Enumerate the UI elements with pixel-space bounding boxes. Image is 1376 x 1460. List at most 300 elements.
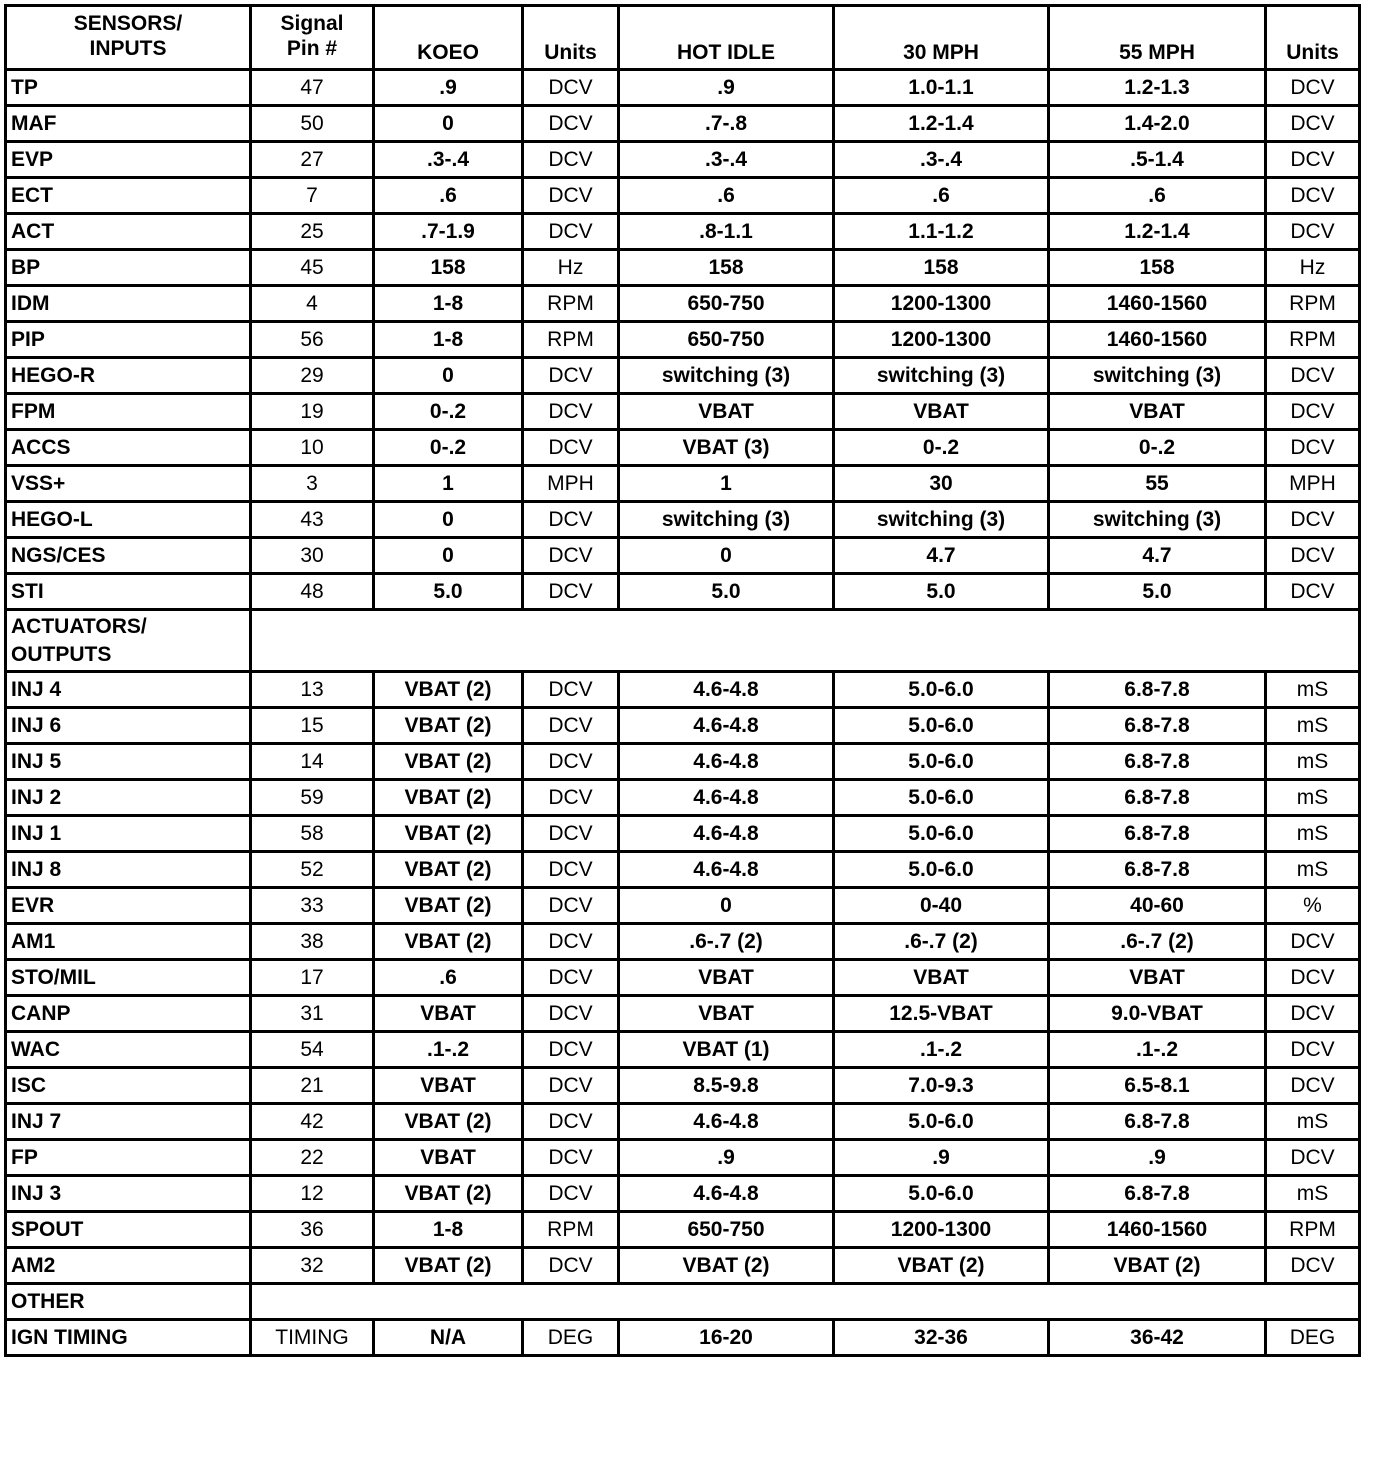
table-row — [6, 1104, 1360, 1140]
hot-idle-value: .6 — [619, 178, 834, 214]
signal-pin: 21 — [251, 1068, 374, 1104]
signal-name: AM1 — [6, 924, 251, 960]
header-sensors-line1: SENSORS/ — [73, 12, 183, 35]
mph30-value: 1200-1300 — [834, 322, 1049, 358]
koeo-unit: DCV — [523, 708, 619, 744]
table-row — [6, 852, 1360, 888]
koeo-value: VBAT — [374, 996, 523, 1032]
koeo-unit: DCV — [523, 780, 619, 816]
mph30-value: 4.7 — [834, 538, 1049, 574]
koeo-value: .3-.4 — [374, 142, 523, 178]
mph30-value: .6-.7 (2) — [834, 924, 1049, 960]
mph30-value: 1200-1300 — [834, 1212, 1049, 1248]
koeo-value: 1-8 — [374, 1212, 523, 1248]
signal-name: INJ 2 — [6, 780, 251, 816]
table-row — [6, 322, 1360, 358]
koeo-value: .1-.2 — [374, 1032, 523, 1068]
koeo-unit: DCV — [523, 852, 619, 888]
hot-idle-value: 16-20 — [619, 1320, 834, 1356]
signal-name: ACT — [6, 214, 251, 250]
speed-unit: DCV — [1266, 106, 1360, 142]
speed-unit: % — [1266, 888, 1360, 924]
mph30-value: VBAT — [834, 960, 1049, 996]
speed-unit: DCV — [1266, 502, 1360, 538]
signal-pin: 7 — [251, 178, 374, 214]
koeo-unit: DCV — [523, 574, 619, 610]
speed-unit: mS — [1266, 1176, 1360, 1212]
header-sensors-line2: INPUTS — [89, 37, 167, 60]
table-row — [6, 816, 1360, 852]
signal-pin: 4 — [251, 286, 374, 322]
koeo-unit: DCV — [523, 1068, 619, 1104]
koeo-unit: DCV — [523, 1032, 619, 1068]
hot-idle-value: .9 — [619, 70, 834, 106]
speed-unit: DCV — [1266, 430, 1360, 466]
mph55-value: 55 — [1049, 466, 1266, 502]
koeo-unit: DCV — [523, 502, 619, 538]
signal-pin: 22 — [251, 1140, 374, 1176]
signal-pin: 42 — [251, 1104, 374, 1140]
signal-name: CANP — [6, 996, 251, 1032]
mph30-value: 1.1-1.2 — [834, 214, 1049, 250]
mph55-value: 1460-1560 — [1049, 286, 1266, 322]
mph55-value: 0-.2 — [1049, 430, 1266, 466]
signal-pin: 30 — [251, 538, 374, 574]
koeo-unit: DCV — [523, 1176, 619, 1212]
mph30-value: 7.0-9.3 — [834, 1068, 1049, 1104]
table-row — [6, 466, 1360, 502]
speed-unit: DCV — [1266, 178, 1360, 214]
mph30-value: 5.0-6.0 — [834, 780, 1049, 816]
signal-pin: 13 — [251, 672, 374, 708]
table-row — [6, 1212, 1360, 1248]
mph55-value: 1.2-1.3 — [1049, 70, 1266, 106]
table-row — [6, 430, 1360, 466]
hot-idle-value: switching (3) — [619, 502, 834, 538]
signal-name: STI — [6, 574, 251, 610]
hot-idle-value: VBAT (3) — [619, 430, 834, 466]
koeo-value: 5.0 — [374, 574, 523, 610]
hot-idle-value: 0 — [619, 538, 834, 574]
koeo-value: VBAT (2) — [374, 852, 523, 888]
hot-idle-value: 4.6-4.8 — [619, 1176, 834, 1212]
mph55-value: 9.0-VBAT — [1049, 996, 1266, 1032]
actuators-section-line2: OUTPUTS — [11, 642, 112, 666]
mph30-value: 0-40 — [834, 888, 1049, 924]
hot-idle-value: 4.6-4.8 — [619, 744, 834, 780]
speed-unit: Hz — [1266, 250, 1360, 286]
signal-name: EVR — [6, 888, 251, 924]
signal-pin: 32 — [251, 1248, 374, 1284]
koeo-value: VBAT — [374, 1068, 523, 1104]
mph55-value: 4.7 — [1049, 538, 1266, 574]
signal-pin: 50 — [251, 106, 374, 142]
table-row — [6, 744, 1360, 780]
signal-name: INJ 1 — [6, 816, 251, 852]
signal-name: INJ 7 — [6, 1104, 251, 1140]
table-row — [6, 394, 1360, 430]
mph55-value: .6 — [1049, 178, 1266, 214]
signal-pin: 15 — [251, 708, 374, 744]
speed-unit: DCV — [1266, 394, 1360, 430]
mph30-value: VBAT — [834, 394, 1049, 430]
other-section-row — [6, 1284, 1360, 1320]
mph55-value: 1460-1560 — [1049, 322, 1266, 358]
speed-unit: RPM — [1266, 1212, 1360, 1248]
signal-name: EVP — [6, 142, 251, 178]
mph55-value: 6.8-7.8 — [1049, 852, 1266, 888]
header-koeo: KOEO — [374, 6, 523, 70]
signal-pin: 31 — [251, 996, 374, 1032]
koeo-value: 1-8 — [374, 322, 523, 358]
header-row — [6, 6, 1360, 70]
hot-idle-value: 650-750 — [619, 322, 834, 358]
mph55-value: 40-60 — [1049, 888, 1266, 924]
hot-idle-value: .9 — [619, 1140, 834, 1176]
koeo-value: VBAT (2) — [374, 888, 523, 924]
speed-unit: DCV — [1266, 1032, 1360, 1068]
speed-unit: mS — [1266, 744, 1360, 780]
mph55-value: 6.8-7.8 — [1049, 816, 1266, 852]
table-row — [6, 502, 1360, 538]
signal-name: HEGO-L — [6, 502, 251, 538]
table-row — [6, 142, 1360, 178]
mph55-value: 6.8-7.8 — [1049, 1176, 1266, 1212]
hot-idle-value: 4.6-4.8 — [619, 780, 834, 816]
signal-name: SPOUT — [6, 1212, 251, 1248]
speed-unit: DCV — [1266, 1140, 1360, 1176]
signal-name: ISC — [6, 1068, 251, 1104]
hot-idle-value: VBAT — [619, 960, 834, 996]
koeo-unit: DEG — [523, 1320, 619, 1356]
mph30-value: switching (3) — [834, 502, 1049, 538]
signal-name: PIP — [6, 322, 251, 358]
header-pin-line2: Pin # — [286, 37, 338, 60]
koeo-unit: DCV — [523, 1140, 619, 1176]
hot-idle-value: switching (3) — [619, 358, 834, 394]
signal-name: FP — [6, 1140, 251, 1176]
table-row — [6, 1032, 1360, 1068]
mph55-value: .1-.2 — [1049, 1032, 1266, 1068]
koeo-unit: DCV — [523, 888, 619, 924]
mph55-value: 1460-1560 — [1049, 1212, 1266, 1248]
koeo-unit: DCV — [523, 106, 619, 142]
mph30-value: .9 — [834, 1140, 1049, 1176]
mph55-value: 1.2-1.4 — [1049, 214, 1266, 250]
mph55-value: 6.8-7.8 — [1049, 1104, 1266, 1140]
table-row — [6, 1176, 1360, 1212]
table-row — [6, 178, 1360, 214]
mph55-value: 6.5-8.1 — [1049, 1068, 1266, 1104]
table-row — [6, 538, 1360, 574]
signal-pin: 52 — [251, 852, 374, 888]
header-hot-idle: HOT IDLE — [619, 6, 834, 70]
hot-idle-value: 4.6-4.8 — [619, 816, 834, 852]
koeo-unit: DCV — [523, 430, 619, 466]
signal-pin: 19 — [251, 394, 374, 430]
signal-name: HEGO-R — [6, 358, 251, 394]
mph55-value: 6.8-7.8 — [1049, 780, 1266, 816]
header-55-mph: 55 MPH — [1049, 6, 1266, 70]
koeo-value: 1-8 — [374, 286, 523, 322]
speed-unit: DCV — [1266, 538, 1360, 574]
hot-idle-value: 650-750 — [619, 286, 834, 322]
signal-pin: 17 — [251, 960, 374, 996]
signal-pin: 36 — [251, 1212, 374, 1248]
mph30-value: 5.0-6.0 — [834, 1176, 1049, 1212]
table-row — [6, 286, 1360, 322]
actuators-section-blank — [251, 610, 1360, 672]
koeo-value: N/A — [374, 1320, 523, 1356]
table-row — [6, 1140, 1360, 1176]
sensor-spec-table — [4, 4, 1361, 1357]
koeo-value: 1 — [374, 466, 523, 502]
hot-idle-value: 4.6-4.8 — [619, 852, 834, 888]
speed-unit: mS — [1266, 780, 1360, 816]
speed-unit: DCV — [1266, 1248, 1360, 1284]
mph30-value: 158 — [834, 250, 1049, 286]
spec-table — [4, 4, 1361, 1357]
mph30-value: 0-.2 — [834, 430, 1049, 466]
table-row — [6, 780, 1360, 816]
koeo-unit: DCV — [523, 996, 619, 1032]
mph55-value: VBAT — [1049, 394, 1266, 430]
mph55-value: 5.0 — [1049, 574, 1266, 610]
koeo-unit: DCV — [523, 744, 619, 780]
speed-unit: DCV — [1266, 214, 1360, 250]
speed-unit: DCV — [1266, 70, 1360, 106]
koeo-unit: DCV — [523, 816, 619, 852]
other-section-blank — [251, 1284, 1360, 1320]
koeo-value: VBAT (2) — [374, 744, 523, 780]
hot-idle-value: 0 — [619, 888, 834, 924]
speed-unit: mS — [1266, 708, 1360, 744]
hot-idle-value: VBAT (2) — [619, 1248, 834, 1284]
hot-idle-value: 650-750 — [619, 1212, 834, 1248]
mph30-value: .1-.2 — [834, 1032, 1049, 1068]
signal-pin: TIMING — [251, 1320, 374, 1356]
koeo-unit: DCV — [523, 1104, 619, 1140]
signal-pin: 14 — [251, 744, 374, 780]
mph55-value: switching (3) — [1049, 358, 1266, 394]
speed-unit: RPM — [1266, 322, 1360, 358]
koeo-unit: Hz — [523, 250, 619, 286]
mph55-value: 1.4-2.0 — [1049, 106, 1266, 142]
mph30-value: 1.0-1.1 — [834, 70, 1049, 106]
signal-name: FPM — [6, 394, 251, 430]
actuators-section-title — [6, 610, 251, 672]
speed-unit: DCV — [1266, 574, 1360, 610]
mph55-value: .6-.7 (2) — [1049, 924, 1266, 960]
koeo-unit: DCV — [523, 538, 619, 574]
hot-idle-value: VBAT — [619, 996, 834, 1032]
mph30-value: 12.5-VBAT — [834, 996, 1049, 1032]
table-row — [6, 1320, 1360, 1356]
mph30-value: 32-36 — [834, 1320, 1049, 1356]
hot-idle-value: VBAT — [619, 394, 834, 430]
signal-pin: 59 — [251, 780, 374, 816]
mph55-value: .9 — [1049, 1140, 1266, 1176]
table-row — [6, 106, 1360, 142]
speed-unit: mS — [1266, 672, 1360, 708]
koeo-unit: DCV — [523, 1248, 619, 1284]
koeo-unit: DCV — [523, 214, 619, 250]
table-row — [6, 1248, 1360, 1284]
koeo-value: 0 — [374, 502, 523, 538]
signal-name: BP — [6, 250, 251, 286]
table-row — [6, 358, 1360, 394]
mph30-value: 5.0-6.0 — [834, 816, 1049, 852]
koeo-unit: RPM — [523, 322, 619, 358]
koeo-value: VBAT (2) — [374, 780, 523, 816]
koeo-value: VBAT (2) — [374, 1104, 523, 1140]
mph55-value: 6.8-7.8 — [1049, 744, 1266, 780]
table-row — [6, 960, 1360, 996]
hot-idle-value: 8.5-9.8 — [619, 1068, 834, 1104]
speed-unit: DCV — [1266, 996, 1360, 1032]
signal-name: IDM — [6, 286, 251, 322]
signal-name: INJ 5 — [6, 744, 251, 780]
koeo-value: 0-.2 — [374, 430, 523, 466]
mph55-value: 36-42 — [1049, 1320, 1266, 1356]
mph30-value: 30 — [834, 466, 1049, 502]
hot-idle-value: .6-.7 (2) — [619, 924, 834, 960]
koeo-unit: DCV — [523, 142, 619, 178]
table-row — [6, 1068, 1360, 1104]
koeo-value: VBAT — [374, 1140, 523, 1176]
header-signal-pin — [251, 6, 374, 70]
header-pin-line1: Signal — [280, 12, 344, 35]
signal-pin: 33 — [251, 888, 374, 924]
signal-name: STO/MIL — [6, 960, 251, 996]
hot-idle-value: 158 — [619, 250, 834, 286]
hot-idle-value: .7-.8 — [619, 106, 834, 142]
table-row — [6, 574, 1360, 610]
koeo-unit: DCV — [523, 358, 619, 394]
signal-name: INJ 3 — [6, 1176, 251, 1212]
speed-unit: DCV — [1266, 142, 1360, 178]
mph30-value: 1.2-1.4 — [834, 106, 1049, 142]
speed-unit: MPH — [1266, 466, 1360, 502]
signal-pin: 27 — [251, 142, 374, 178]
signal-pin: 38 — [251, 924, 374, 960]
speed-unit: DCV — [1266, 358, 1360, 394]
mph30-value: 5.0-6.0 — [834, 852, 1049, 888]
signal-name: WAC — [6, 1032, 251, 1068]
mph30-value: .3-.4 — [834, 142, 1049, 178]
signal-name: IGN TIMING — [6, 1320, 251, 1356]
header-units-2: Units — [1266, 6, 1360, 70]
actuators-section-row — [6, 610, 1360, 672]
mph55-value: .5-1.4 — [1049, 142, 1266, 178]
signal-name: INJ 6 — [6, 708, 251, 744]
speed-unit: DCV — [1266, 960, 1360, 996]
koeo-unit: DCV — [523, 394, 619, 430]
signal-pin: 25 — [251, 214, 374, 250]
koeo-value: .6 — [374, 960, 523, 996]
mph30-value: 5.0-6.0 — [834, 672, 1049, 708]
koeo-value: 0 — [374, 106, 523, 142]
koeo-value: .9 — [374, 70, 523, 106]
hot-idle-value: 5.0 — [619, 574, 834, 610]
koeo-value: 158 — [374, 250, 523, 286]
signal-name: TP — [6, 70, 251, 106]
hot-idle-value: 4.6-4.8 — [619, 708, 834, 744]
signal-pin: 29 — [251, 358, 374, 394]
signal-pin: 10 — [251, 430, 374, 466]
hot-idle-value: .8-1.1 — [619, 214, 834, 250]
hot-idle-value: 1 — [619, 466, 834, 502]
mph30-value: .6 — [834, 178, 1049, 214]
speed-unit: DCV — [1266, 1068, 1360, 1104]
koeo-unit: DCV — [523, 960, 619, 996]
other-section-line1: OTHER — [11, 1289, 85, 1313]
signal-pin: 54 — [251, 1032, 374, 1068]
table-row — [6, 996, 1360, 1032]
signal-name: AM2 — [6, 1248, 251, 1284]
signal-name: MAF — [6, 106, 251, 142]
koeo-value: 0 — [374, 358, 523, 394]
table-row — [6, 708, 1360, 744]
mph30-value: 5.0-6.0 — [834, 708, 1049, 744]
other-section-title — [6, 1284, 251, 1320]
koeo-value: .7-1.9 — [374, 214, 523, 250]
mph30-value: 5.0-6.0 — [834, 744, 1049, 780]
mph55-value: VBAT (2) — [1049, 1248, 1266, 1284]
signal-pin: 58 — [251, 816, 374, 852]
koeo-value: VBAT (2) — [374, 708, 523, 744]
speed-unit: mS — [1266, 852, 1360, 888]
signal-pin: 43 — [251, 502, 374, 538]
header-30-mph: 30 MPH — [834, 6, 1049, 70]
koeo-unit: RPM — [523, 286, 619, 322]
signal-name: INJ 8 — [6, 852, 251, 888]
table-row — [6, 70, 1360, 106]
table-row — [6, 250, 1360, 286]
koeo-unit: DCV — [523, 672, 619, 708]
hot-idle-value: VBAT (1) — [619, 1032, 834, 1068]
mph30-value: 5.0 — [834, 574, 1049, 610]
signal-pin: 45 — [251, 250, 374, 286]
koeo-value: VBAT (2) — [374, 672, 523, 708]
signal-name: ECT — [6, 178, 251, 214]
koeo-value: VBAT (2) — [374, 1248, 523, 1284]
koeo-unit: MPH — [523, 466, 619, 502]
table-row — [6, 888, 1360, 924]
header-sensors-inputs — [6, 6, 251, 70]
speed-unit: RPM — [1266, 286, 1360, 322]
signal-name: NGS/CES — [6, 538, 251, 574]
table-row — [6, 924, 1360, 960]
header-units: Units — [523, 6, 619, 70]
koeo-value: .6 — [374, 178, 523, 214]
hot-idle-value: 4.6-4.8 — [619, 672, 834, 708]
koeo-value: 0-.2 — [374, 394, 523, 430]
koeo-value: VBAT (2) — [374, 816, 523, 852]
mph30-value: 5.0-6.0 — [834, 1104, 1049, 1140]
signal-pin: 12 — [251, 1176, 374, 1212]
mph55-value: VBAT — [1049, 960, 1266, 996]
signal-name: INJ 4 — [6, 672, 251, 708]
hot-idle-value: 4.6-4.8 — [619, 1104, 834, 1140]
mph55-value: 158 — [1049, 250, 1266, 286]
koeo-unit: DCV — [523, 70, 619, 106]
mph55-value: switching (3) — [1049, 502, 1266, 538]
actuators-section-line1: ACTUATORS/ — [11, 614, 147, 638]
speed-unit: DEG — [1266, 1320, 1360, 1356]
koeo-unit: RPM — [523, 1212, 619, 1248]
table-row — [6, 672, 1360, 708]
